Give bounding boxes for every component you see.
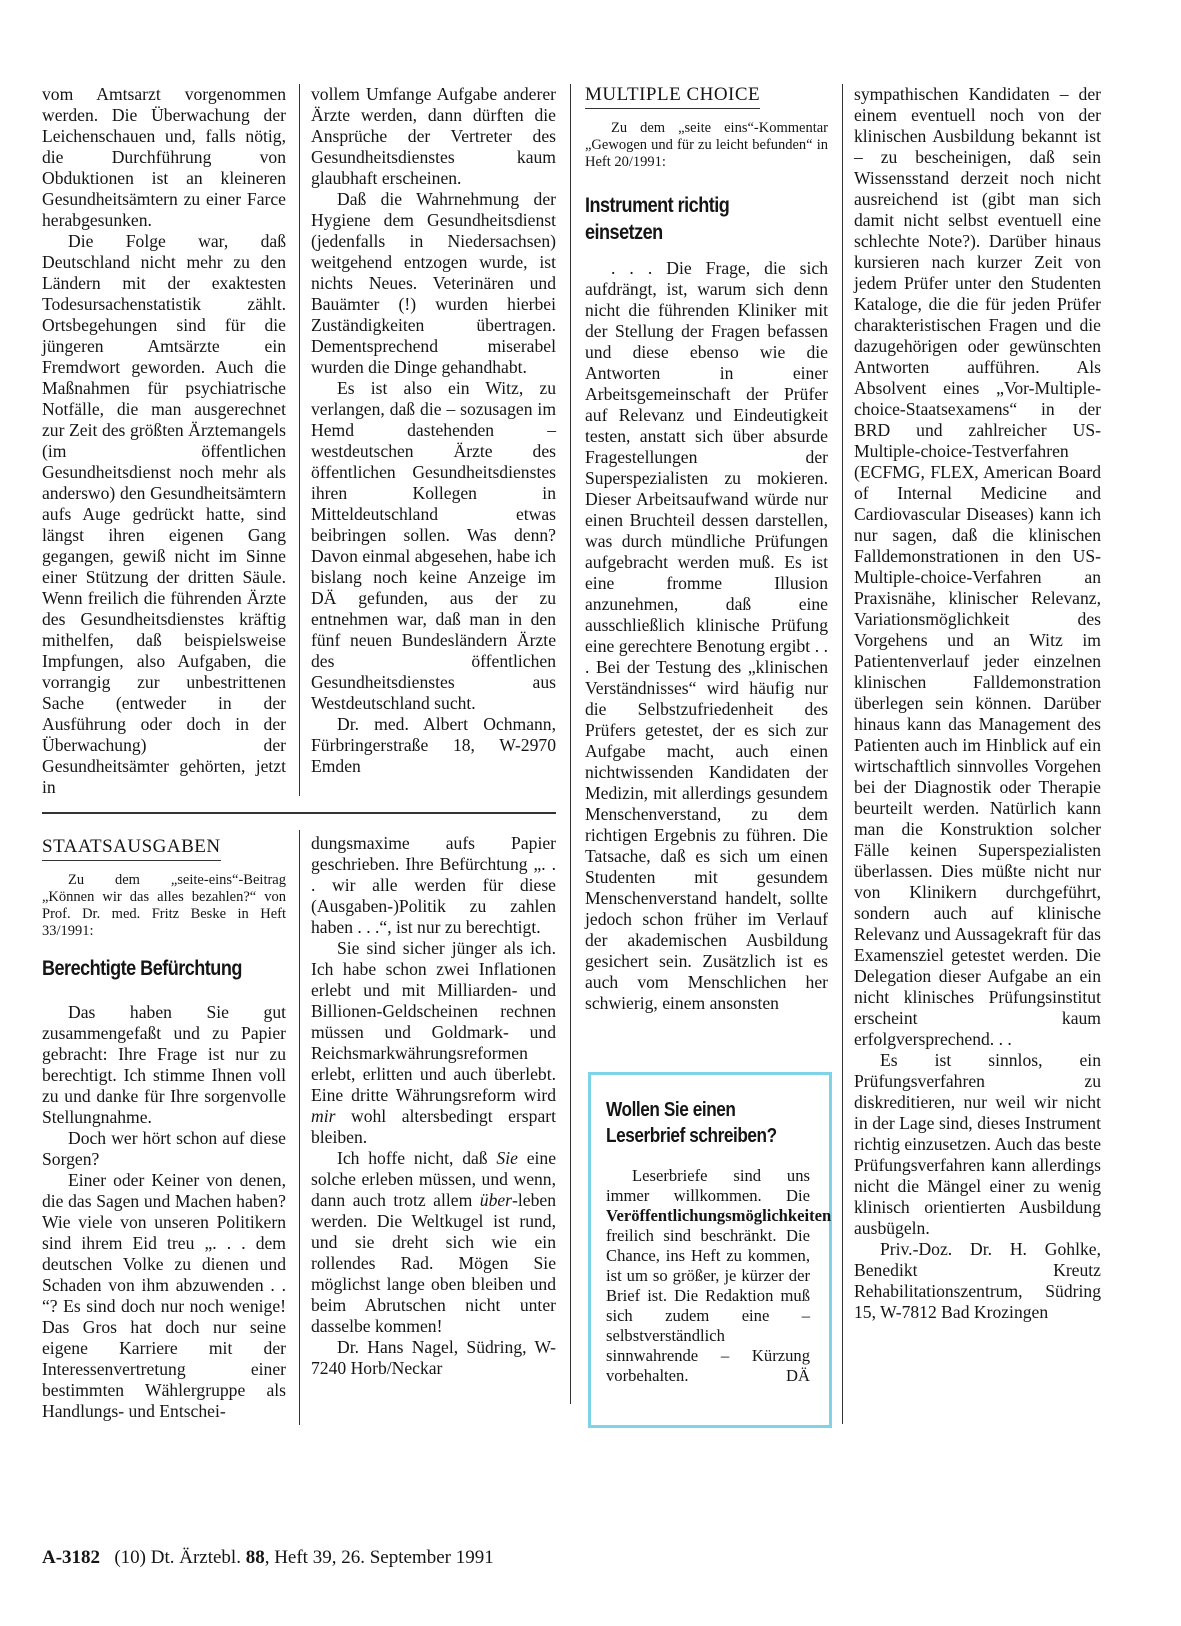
box-signature: DÄ xyxy=(786,1366,810,1385)
article-headline: Instrument richtig einsetzen xyxy=(585,194,730,244)
volume-number: 88 xyxy=(245,1547,265,1568)
paragraph: Daß die Wahrnehmung der Hygiene dem Gesundheitsdienst (jedenfalls in Niedersachsen) weitgehend entzogen wurde, ist nichts Neues. Veterinären und Bauämter (!) wurden hierbei Zuständigkeiten übertragen. Dementsprechend miserabel wurden die Dinge gehandhabt. xyxy=(311,189,556,377)
paragraph: Doch wer hört schon auf diese Sorgen? xyxy=(42,1128,286,1169)
box-title: Wollen Sie einen Leserbrief schreiben? xyxy=(606,1099,777,1147)
column-divider xyxy=(299,830,300,1425)
paragraph: Die Folge war, daß Deutschland nicht mehr zu den Ländern mit der exaktesten Todesursachenstatistik zählt. Ortsbegehungen sind für die jüngeren Amtsärzte ein Fremdwort geworden. Auch die Maßnahmen für psychiatrische Notfälle, die man ausgerechnet zur Zeit des größten Ärztemangels (im öffentlichen Gesundheitsdienst noch mehr als anderswo) den Gesundheitsämtern aufs Auge gedrückt hatte, sind längst ihren eigenen Gang gegangen, gewiß nicht im Sinne einer Stützung der dritten Säule. Wenn freilich die führenden Ärzte des Gesundheitsdienstes kräftig mithelfen, daß beispielsweise Impfungen, also Aufgaben, die vorrangig zur unbestrittenen Sache (entweder in der Ausführung oder doch in der Überwachung) der Gesundheitsämter gehörten, jetzt in xyxy=(42,231,286,797)
reference-note: Zu dem „seite-eins“-Beitrag „Können wir das alles bezahlen?“ von Prof. Dr. med. Fritz Beske in Heft 33/1991: xyxy=(42,872,286,939)
article2-col1 xyxy=(42,1002,286,1422)
paragraph: Sie sind sicher jünger als ich. Ich habe schon zwei Inflationen erlebt und mit Milliarden- und Billionen-Geldscheinen rechnen müssen und Goldmark- und Reichsmarkwährungsreformen erlebt, erlitten und auch überlebt. Eine dritte Währungsreform wird mir wohl altersbedingt erspart bleiben. xyxy=(311,938,556,1147)
article3-col3 xyxy=(585,258,828,1014)
reference-note: Zu dem „seite eins“-Kommentar „Gewogen und für zu leicht befunden“ in Heft 20/1991: xyxy=(585,120,828,170)
paragraph: Das haben Sie gut zusammengefaßt und zu Papier gebracht: Ihre Frage ist nur zu berechtigt. Ich stimme Ihnen voll zu und danke für Ihre sorgenvolle Stellungnahme. xyxy=(42,1002,286,1127)
author-signature: Priv.-Doz. Dr. H. Gohlke, Benedikt Kreutz Rehabilitationszentrum, Südring 15, W-7812 Bad Krozingen xyxy=(854,1239,1101,1322)
paragraph: Es ist also ein Witz, zu verlangen, daß die – sozusagen im Hemd dastehenden – westdeutschen Ärzte des öffentlichen Gesundheitsdienstes ihren Kollegen in Mitteldeutschland etwas beibringen sollen. Was denn? Davon einmal abgesehen, habe ich bislang noch keine Anzeige im DÄ gefunden, aus der zu entnehmen war, daß man in den fünf neuen Bundesländern Ärzte des öffentlichen Gesundheitsdienstes aus Westdeutschland sucht. xyxy=(311,378,556,713)
paragraph: sympathischen Kandidaten – der einem eventuell noch von der klinischen Ausbildung bekannt ist – zu bescheinigen, daß sein Wissensstand derzeit noch nicht ausreichend ist (gibt man sich damit nicht selbst eventuell eine schlechte Note?). Darüber hinaus kursieren nach kurzer Zeit von jedem Prüfer unter den Studenten Kataloge, die die für jeden Prüfer charakteristischen Fragen und die dazugehörigen oder gewünschten Antworten aufführen. Als Absolvent eines „Vor-Multiple-choice-Staatsexamens“ in der BRD und zahlreicher US-Multiple-choice-Testverfahren (ECFMG, FLEX, American Board of Internal Medicine and Cardiovascular Diseases) kann ich nur sagen, daß die klinischen Falldemonstrationen in den US-Multiple-choice-Verfahren an Praxisnähe, klinischer Relevanz, Variationsmöglichkeit des Vorgehens und an Witz im Patientenverlauf jeder einzelnen klinischen Falldemonstration überlegen sein können. Darüber hinaus kann das Management des Patienten auch im Hinblick auf ein wirtschaftlich sinnvolles Vorgehen bei der Diagnostik oder Therapie beurteilt werden. Natürlich kann man die Konstruktion solcher Fälle keinen Superspezialisten überlassen. Dies müßte nicht nur von Klinikern durchgeführt, sondern auch auf klinische Relevanz und Aussagekraft für das Examensziel getestet werden. Die Delegation dieser Aufgabe an ein nicht klinisches Prüfungsinstitut erscheint kaum erfolgversprechend. . . xyxy=(854,84,1101,1049)
section-label-multiple-choice: MULTIPLE CHOICE xyxy=(585,84,760,109)
column-divider xyxy=(570,84,571,1404)
article-headline: Berechtigte Befürchtung xyxy=(42,957,242,980)
article1-col2 xyxy=(311,84,556,777)
paragraph: dungsmaxime aufs Papier geschrieben. Ihre Befürchtung „. . . wir alle werden für diese (Ausgaben-)Politik zu zahlen haben . . .“, ist nur zu berechtigt. xyxy=(311,833,556,937)
paragraph: . . . Die Frage, die sich aufdrängt, ist, warum sich denn nicht die führenden Kliniker mit der Stellung der Fragen befassen und diese ebenso wie die Antworten in einer Arbeitsgemeinschaft der Prüfer auf Relevanz und Eindeutigkeit testen, anstatt sich über absurde Fragestellungen der Superspezialisten zu mokieren. Dieser Arbeitsaufwand würde nur einen Bruchteil dessen darstellen, was durch mündliche Prüfungen aufgebracht werden muß. Es ist eine fromme Illusion anzunehmen, daß eine ausschließlich klinische Prüfung eine gerechtere Benotung ergibt . . . Bei der Testung des „klinischen Verständnisses“ wird häufig nur die Selbstzufriedenheit des Prüfers getestet, der es sich zur Aufgabe macht, auch einen nichtwissenden Kandidaten der Medizin, mit allerdings gesundem Menschenverstand, zu dem richtigen Ergebnis zu führen. Die Tatsache, daß es sich um einen Studenten mit gesundem Menschenverstand handelt, sollte jedoch schon früher im Verlauf der akademischen Ausbildung gesichert sein. Zusätzlich ist es auch vom Menschlichen her schwierig, einem ansonsten xyxy=(585,258,828,1013)
paragraph: vollem Umfange Aufgabe anderer Ärzte werden, dann dürften die Ansprüche der Vertreter des Gesundheitsdienstes kaum glaubhaft erscheinen. xyxy=(311,84,556,188)
author-signature: Dr. Hans Nagel, Südring, W-7240 Horb/Neckar xyxy=(311,1337,556,1378)
page-code: A-3182 xyxy=(42,1547,101,1568)
column-divider xyxy=(299,84,300,796)
author-signature: Dr. med. Albert Ochmann, Fürbringerstraße 18, W-2970 Emden xyxy=(311,714,556,776)
paragraph: vom Amtsarzt vorgenommen werden. Die Überwachung der Leichenschauen und, falls nötig, die Durchführung von Obduktionen ist an kleineren Gesundheitsämtern zu einer Farce herabgesunken. xyxy=(42,84,286,230)
paragraph: Ich hoffe nicht, daß Sie eine solche erleben müssen, und wenn, dann auch trotz allem über-leben werden. Die Weltkugel ist rund, und sie dreht sich wie ein rollendes Rad. Mögen Sie möglichst lange oben bleiben und beim Abrutschen nicht unter dasselbe kommen! xyxy=(311,1148,557,1336)
box-body: Leserbriefe sind uns immer willkommen. Die Veröffentlichungsmöglichkeiten freilich sind beschränkt. Die Chance, ins Heft zu kommen, ist um so größer, je kürzer der Brief ist. Die Redaktion muß sich zudem eine – selbstverständlich sinnwahrende – Kürzung vorbehalten. DÄ xyxy=(606,1166,832,1385)
section-divider xyxy=(42,812,556,814)
column-divider xyxy=(842,84,843,1424)
paragraph: Einer oder Keiner von denen, die das Sagen und Machen haben? Wie viele von unseren Politikern sind ihrem Eid treu „. . . dem deutschen Volke zu dienen und Schaden von ihm abzuwenden . . “? Es sind doch nur noch wenige! Das Gros hat doch nur seine eigene Karriere mit der Interessenvertretung einer bestimmten Wählergruppe als Handlungs- und Entschei- xyxy=(42,1170,286,1421)
article3-col4 xyxy=(854,84,1101,1323)
section-label-staatsausgaben: STAATSAUSGABEN xyxy=(42,836,221,861)
paragraph: Es ist sinnlos, ein Prüfungsverfahren zu diskreditieren, nur weil wir nicht in der Lage sind, dieses Instrument richtig einzusetzen. Auch das beste Prüfungsverfahren kann allerdings nicht die Mängel einer zu wenig klinisch orientierten Ausbildung ausbügeln. xyxy=(854,1050,1101,1238)
article1-col1 xyxy=(42,84,286,798)
article2-col2 xyxy=(311,833,556,1379)
page-footer: A-3182 (10) Dt. Ärztebl. 88, Heft 39, 26. September 1991 xyxy=(42,1547,494,1568)
